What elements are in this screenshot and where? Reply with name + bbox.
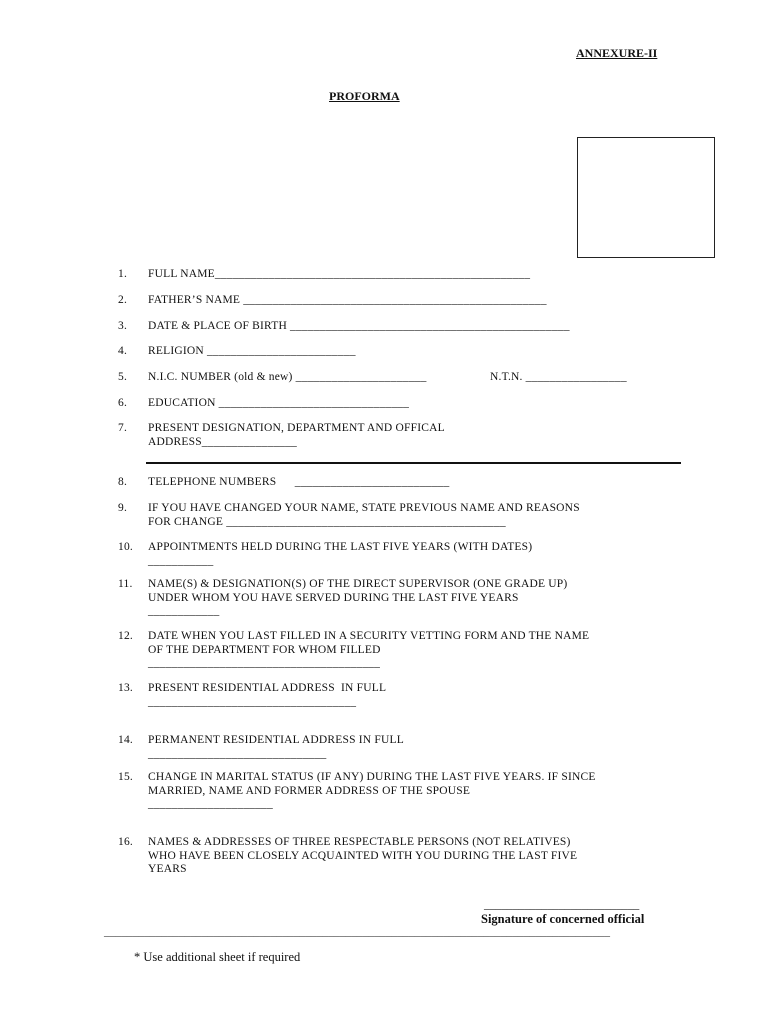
- item-text: IF YOU HAVE CHANGED YOUR NAME, STATE PREVIOUS NAME AND REASONS: [148, 502, 580, 514]
- item-text: FOR CHANGE _______________________________________________: [148, 515, 506, 528]
- footnote: * Use additional sheet if required: [134, 950, 301, 964]
- item-text: PRESENT DESIGNATION, DEPARTMENT AND OFFICAL: [148, 422, 445, 434]
- item-text: PRESENT RESIDENTIAL ADDRESS IN FULL: [148, 682, 387, 694]
- signature-label: Signature of concerned official: [481, 912, 645, 926]
- item-text: MARRIED, NAME AND FORMER ADDRESS OF THE SPOUSE: [148, 784, 471, 797]
- footer-separator: ________________________________________________________________________________________: [104, 926, 610, 938]
- item-text: NAMES & ADDRESSES OF THREE RESPECTABLE PERSONS (NOT RELATIVES): [148, 836, 571, 848]
- item-number: 6.: [118, 397, 128, 409]
- item-text: EDUCATION ________________________________: [148, 397, 410, 409]
- item-text: WHO HAVE BEEN CLOSELY ACQUAINTED WITH YOU DURING THE LAST FIVE: [148, 849, 578, 862]
- item-text: TELEPHONE NUMBERS __________________________: [148, 476, 450, 488]
- item-text: _______________________________________: [148, 657, 381, 669]
- item-text: _____________________: [148, 798, 273, 810]
- section-divider: [146, 462, 681, 464]
- item-text: OF THE DEPARTMENT FOR WHOM FILLED: [148, 643, 381, 656]
- signature-line: ___________________________: [484, 899, 640, 911]
- item-text: CHANGE IN MARITAL STATUS (IF ANY) DURING THE LAST FIVE YEARS. IF SINCE: [148, 771, 596, 783]
- item-number: 7.: [118, 422, 128, 434]
- page-title: PROFORMA: [329, 89, 400, 103]
- item-text: UNDER WHOM YOU HAVE SERVED DURING THE LAST FIVE YEARS: [148, 591, 519, 604]
- ntn-field: N.T.N. _________________: [490, 371, 627, 383]
- item-text: DATE WHEN YOU LAST FILLED IN A SECURITY VETTING FORM AND THE NAME: [148, 630, 590, 642]
- item-number: 12.: [118, 630, 133, 642]
- item-number: 1.: [118, 268, 128, 280]
- item-text: NAME(S) & DESIGNATION(S) OF THE DIRECT SUPERVISOR (ONE GRADE UP): [148, 578, 568, 590]
- item-text: ADDRESS________________: [148, 435, 298, 448]
- item-text: ____________: [148, 605, 220, 617]
- item-text: ______________________________: [148, 747, 327, 760]
- item-text: FULL NAME_____________________________________________________: [148, 268, 531, 280]
- item-number: 16.: [118, 836, 133, 848]
- item-text: YEARS: [148, 863, 187, 875]
- item-number: 15.: [118, 771, 133, 783]
- item-text: PERMANENT RESIDENTIAL ADDRESS IN FULL: [148, 734, 404, 746]
- item-number: 8.: [118, 476, 128, 488]
- annexure-label: ANNEXURE-II: [576, 46, 658, 60]
- item-number: 9.: [118, 502, 128, 514]
- item-text: ___________________________________: [148, 695, 357, 708]
- item-text: N.I.C. NUMBER (old & new) ______________________: [148, 371, 427, 383]
- item-number: 2.: [118, 294, 128, 306]
- item-number: 3.: [118, 320, 128, 332]
- item-number: 10.: [118, 541, 133, 553]
- item-text: ___________: [148, 554, 214, 567]
- item-text: FATHER’S NAME ___________________________________________________: [148, 294, 547, 306]
- item-number: 13.: [118, 682, 133, 694]
- item-text: DATE & PLACE OF BIRTH _______________________________________________: [148, 320, 570, 332]
- item-number: 14.: [118, 734, 133, 746]
- item-number: 11.: [118, 578, 133, 590]
- item-text: APPOINTMENTS HELD DURING THE LAST FIVE YEARS (WITH DATES): [148, 541, 533, 553]
- item-number: 4.: [118, 345, 128, 357]
- photo-box: [577, 137, 715, 258]
- item-text: RELIGION _________________________: [148, 345, 356, 357]
- item-number: 5.: [118, 371, 128, 383]
